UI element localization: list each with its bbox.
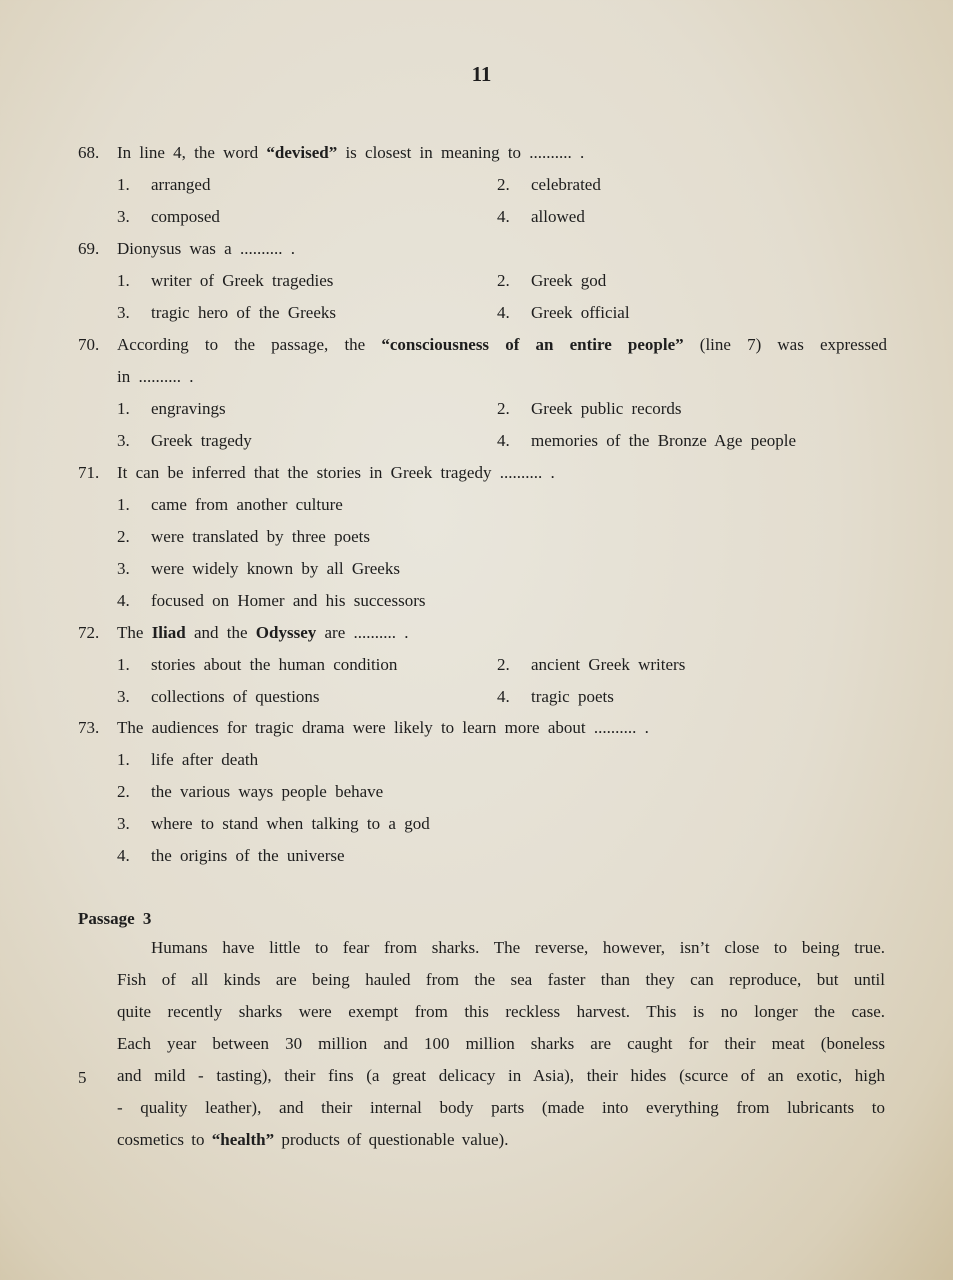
stem-text: (line 7) was expressed — [683, 335, 887, 354]
option-text: tragic poets — [531, 687, 614, 706]
option-number: 4. — [497, 207, 510, 226]
option-row — [0, 203, 953, 231]
option-number: 2. — [117, 782, 130, 801]
option-number: 4. — [117, 846, 130, 865]
stem-text: are .......... . — [316, 623, 409, 642]
stem-text: and the — [185, 623, 256, 642]
option-text: Greek public records — [531, 399, 682, 418]
option-row — [0, 395, 953, 423]
question-70 — [0, 331, 953, 359]
option-number: 4. — [497, 687, 510, 706]
option-text: the origins of the universe — [151, 846, 345, 865]
option-row — [0, 651, 953, 679]
option-number: 1. — [117, 495, 130, 514]
option-row — [0, 171, 953, 199]
line-number-marker: 5 — [78, 1068, 87, 1087]
question-71 — [0, 459, 953, 487]
option-row — [0, 491, 953, 519]
option-row — [0, 299, 953, 327]
option-row — [0, 523, 953, 551]
option-text: Greek tragedy — [151, 431, 252, 450]
option-text: collections of questions — [151, 687, 320, 706]
option-text: writer of Greek tragedies — [151, 271, 334, 290]
stem-text: is closest in meaning to .......... . — [337, 143, 585, 162]
option-number: 3. — [117, 559, 130, 578]
question-72 — [0, 619, 953, 647]
option-text: came from another culture — [151, 495, 343, 514]
question-68 — [0, 139, 953, 167]
option-number: 2. — [117, 527, 130, 546]
option-text: memories of the Bronze Age people — [531, 431, 797, 450]
option-number: 3. — [117, 687, 130, 706]
option-text: celebrated — [531, 175, 601, 194]
option-number: 1. — [117, 399, 130, 418]
passage-line-last — [117, 1126, 885, 1154]
stem-keyword: Odyssey — [255, 623, 317, 642]
option-number: 2. — [497, 271, 510, 290]
question-73 — [0, 714, 953, 742]
option-text: the various ways people behave — [151, 782, 384, 801]
question-number: 70. — [78, 335, 100, 354]
passage-line: Each year between 30 million and 100 million sharks are caught for their meat (boneless — [117, 1034, 885, 1053]
option-number: 2. — [497, 655, 510, 674]
stem-text: The — [117, 623, 152, 642]
question-stem — [117, 139, 887, 167]
option-number: 3. — [117, 431, 130, 450]
option-number: 1. — [117, 271, 130, 290]
stem-keyword: “consciousness of an entire people” — [381, 335, 684, 354]
option-row — [0, 810, 953, 838]
option-text: ancient Greek writers — [531, 655, 686, 674]
question-stem — [117, 331, 887, 359]
question-stem — [117, 619, 887, 647]
option-text: allowed — [531, 207, 585, 226]
option-number: 3. — [117, 207, 130, 226]
option-number: 1. — [117, 655, 130, 674]
option-text: were translated by three poets — [151, 527, 370, 546]
option-text: stories about the human condition — [151, 655, 398, 674]
passage-line: Fish of all kinds are being hauled from the sea faster than they can reproduce, but until — [117, 970, 885, 989]
option-number: 2. — [497, 175, 510, 194]
option-row — [0, 267, 953, 295]
option-row — [0, 427, 953, 455]
option-number: 4. — [497, 303, 510, 322]
option-row — [0, 778, 953, 806]
option-number: 4. — [117, 591, 130, 610]
option-text: Greek god — [531, 271, 607, 290]
option-number: 1. — [117, 750, 130, 769]
option-row — [0, 587, 953, 615]
option-row — [0, 555, 953, 583]
option-text: where to stand when talking to a god — [151, 814, 430, 833]
option-text: were widely known by all Greeks — [151, 559, 400, 578]
option-text: engravings — [151, 399, 226, 418]
option-text: life after death — [151, 750, 259, 769]
option-text: composed — [151, 207, 220, 226]
option-text: arranged — [151, 175, 211, 194]
option-text: focused on Homer and his successors — [151, 591, 426, 610]
question-stem: The audiences for tragic drama were likely to learn more about .......... . — [117, 718, 649, 737]
option-number: 2. — [497, 399, 510, 418]
page-number: 11 — [471, 62, 492, 86]
option-text: tragic hero of the Greeks — [151, 303, 336, 322]
passage-line: Humans have little to fear from sharks. The reverse, however, isn’t close to being true. — [151, 938, 885, 957]
passage-line: - quality leather), and their internal body parts (made into everything from lubricants to — [117, 1098, 885, 1117]
passage-title: Passage 3 — [78, 909, 152, 928]
stem-text: in .......... . — [117, 367, 194, 386]
question-number: 69. — [78, 239, 100, 258]
option-text: Greek official — [531, 303, 630, 322]
question-number: 68. — [78, 143, 100, 162]
option-number: 1. — [117, 175, 130, 194]
question-number: 71. — [78, 463, 100, 482]
passage-line: and mild - tasting), their fins (a great delicacy in Asia), their hides (scurce of an exotic, high — [117, 1066, 885, 1085]
passage-text: products of questionable value). — [274, 1130, 509, 1149]
question-number: 72. — [78, 623, 100, 642]
option-number: 4. — [497, 431, 510, 450]
passage-text: cosmetics to — [117, 1130, 212, 1149]
question-stem: It can be inferred that the stories in Greek tragedy .......... . — [117, 463, 555, 482]
option-row — [0, 683, 953, 711]
question-stem-continued — [0, 363, 953, 391]
stem-text: According to the passage, the — [117, 335, 382, 354]
passage-keyword: “health” — [211, 1130, 275, 1149]
option-number: 3. — [117, 814, 130, 833]
stem-text: In line 4, the word — [117, 143, 267, 162]
option-number: 3. — [117, 303, 130, 322]
option-row — [0, 842, 953, 870]
question-stem: Dionysus was a .......... . — [117, 239, 295, 258]
question-69 — [0, 235, 953, 263]
stem-keyword: “devised” — [266, 143, 338, 162]
stem-keyword: Iliad — [151, 623, 186, 642]
question-number: 73. — [78, 718, 100, 737]
option-row — [0, 746, 953, 774]
passage-line: quite recently sharks were exempt from this reckless harvest. This is no longer the case. — [117, 1002, 885, 1021]
